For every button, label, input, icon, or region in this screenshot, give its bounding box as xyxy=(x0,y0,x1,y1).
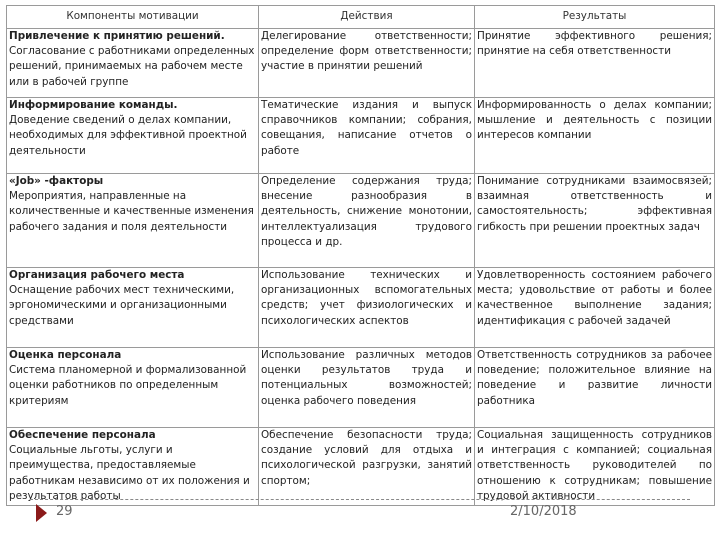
table-row xyxy=(7,428,715,506)
actions-cell: Делегирование ответственности; определение форм ответственности; участие в принятии решений xyxy=(259,29,475,98)
actions-cell: Использование технических и организационных вспомогательных средств; учет физиологических и психологических аспектов xyxy=(259,268,475,348)
results-cell: Ответственность сотрудников за рабочее поведение; положительное влияние на поведение и развитие личности работника xyxy=(475,348,715,428)
component-cell xyxy=(7,348,259,428)
component-description: Согласование с работниками определенных решений, принимаемых на рабочем месте или в рабочей группе xyxy=(9,45,255,88)
actions-cell: Обеспечение безопасности труда; создание условий для отдыха и психологической разгрузки, занятий спортом; xyxy=(259,428,475,506)
component-title: Организация рабочего места xyxy=(9,269,185,281)
table-row xyxy=(7,348,715,428)
table-row xyxy=(7,268,715,348)
results-cell: Социальная защищенность сотрудников и интеграция с компанией; социальная ответственность руководителей по отношению к сотрудникам; повышение трудовой активности xyxy=(475,428,715,506)
table-header-row xyxy=(7,6,715,29)
actions-cell: Определение содержания труда; внесение разнообразия в деятельность, снижение монотонии, интеллектуализация трудового процесса и др. xyxy=(259,174,475,268)
page-number: 29 xyxy=(56,504,73,519)
actions-cell: Тематические издания и выпуск справочников компании; собрания, совещания, написание отчетов о работе xyxy=(259,98,475,174)
component-description: Система планомерной и формализованной оценки работников по определенным критериям xyxy=(9,364,247,407)
component-title: Привлечение к принятию решений. xyxy=(9,30,225,42)
results-cell: Удовлетворенность состоянием рабочего места; удовольствие от работы и более качественное выполнение задания; идентификация с рабочей задачей xyxy=(475,268,715,348)
table-row xyxy=(7,98,715,174)
motivation-table xyxy=(6,5,715,506)
component-title: Обеспечение персонала xyxy=(9,429,156,441)
component-title: Информирование команды. xyxy=(9,99,178,111)
results-cell: Информированность о делах компании; мышление и деятельность с позиции интересов компании xyxy=(475,98,715,174)
play-arrow-icon xyxy=(36,504,47,522)
component-title: Оценка персонала xyxy=(9,349,122,361)
slide-date: 2/10/2018 xyxy=(510,504,577,519)
component-cell xyxy=(7,428,259,506)
actions-cell: Использование различных методов оценки результатов труда и потенциальных возможностей; оценка рабочего поведения xyxy=(259,348,475,428)
component-description: Мероприятия, направленные на количественные и качественные изменения рабочего задания и поля деятельности xyxy=(9,190,254,233)
component-cell xyxy=(7,98,259,174)
table-row xyxy=(7,29,715,98)
component-cell xyxy=(7,268,259,348)
header-components: Компоненты мотивации xyxy=(7,6,259,29)
footer-divider xyxy=(30,499,690,500)
results-cell: Принятие эффективного решения; принятие на себя ответственности xyxy=(475,29,715,98)
component-cell xyxy=(7,174,259,268)
results-cell: Понимание сотрудниками взаимосвязей; взаимная ответственность и самостоятельность; эффективная гибкость при решении проектных задач xyxy=(475,174,715,268)
component-description: Оснащение рабочих мест техническими, эргономическими и организационными средствами xyxy=(9,284,235,327)
table-row xyxy=(7,174,715,268)
component-title: «Job» -факторы xyxy=(9,175,104,187)
component-description: Доведение сведений о делах компании, необходимых для эффективной проектной деятельности xyxy=(9,114,247,157)
component-description: Социальные льготы, услуги и преимущества, предоставляемые работникам независимо от их положения и результатов работы xyxy=(9,444,250,502)
component-cell xyxy=(7,29,259,98)
header-results: Результаты xyxy=(475,6,715,29)
header-actions: Действия xyxy=(259,6,475,29)
